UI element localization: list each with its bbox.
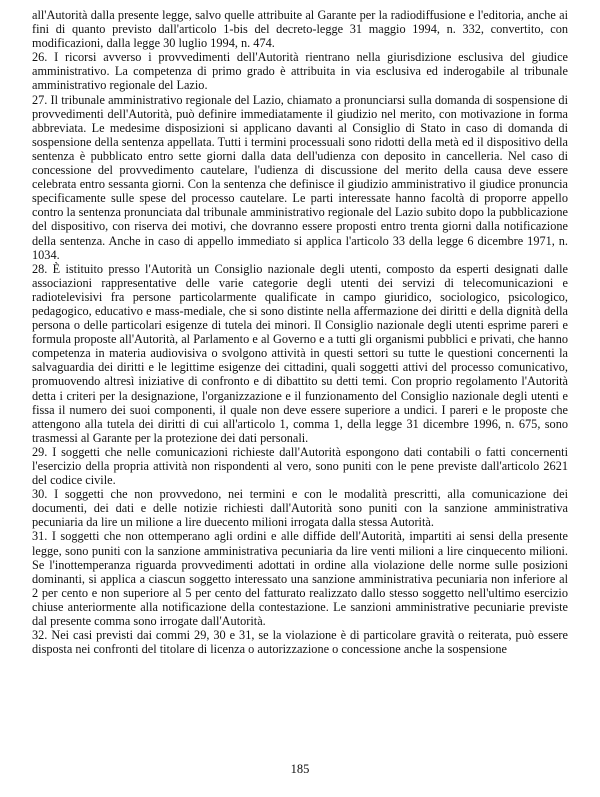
paragraph-27: 27. Il tribunale amministrativo regionale del Lazio, chiamato a pronunciarsi sulla domanda di sospensione di provvedimenti dell'Autorità, può definire immediatamente il giudizio nel merito, con motivazione in forma abbreviata. Le medesime disposizioni si applicano davanti al Consiglio di Stato in caso di domanda di sospensione della sentenza appellata. Tutti i termini processuali sono ridotti della metà ed il dispositivo della sentenza è pubblicato entro sette giorni dalla data dell'udienza con deposito in cancelleria. Nel caso di concessione del provvedimento cautelare, l'udienza di discussione del merito della causa deve essere celebrata entro sessanta giorni. Con la sentenza che definisce il giudizio amministrativo il giudice pronuncia specificamente sulle spese del processo cautelare. Le parti interessate hanno facoltà di proporre appello contro la sentenza pronunciata dal tribunale amministrativo regionale del Lazio subito dopo la pubblicazione del dispositivo, con riserva dei motivi, che dovranno essere proposti entro trenta giorni dalla notificazione della sentenza. Anche in caso di appello immediato si applica l'articolo 33 della legge 6 dicembre 1971, n. 1034. xyxy=(32,92,568,262)
paragraph-31: 31. I soggetti che non ottemperano agli ordini e alle diffide dell'Autorità, impartiti ai sensi della presente legge, sono puniti con la sanzione amministrativa pecuniaria da lire venti milioni a lire cinquecento milioni. Se l'inottemperanza riguarda provvedimenti adottati in ordine alla violazione delle norme sulle posizioni dominanti, si applica a ciascun soggetto interessato una sanzione amministrativa pecuniaria non inferiore al 2 per cento e non superiore al 5 per cento del fatturato realizzato dallo stesso soggetto nell'ultimo esercizio chiuse anteriormente alla notificazione della contestazione. Le sanzioni amministrative pecuniarie previste dal presente comma sono irrogate dall'Autorità. xyxy=(32,529,568,629)
page-number: 185 xyxy=(290,762,310,776)
paragraph-30: 30. I soggetti che non provvedono, nei termini e con le modalità prescritti, alla comunicazione dei documenti, dei dati e delle notizie richiesti dall'Autorità sono puniti con la sanzione amministrativa pecuniaria da lire un milione a lire duecento milioni irrogata dalla stessa Autorità. xyxy=(32,487,568,530)
paragraph-29: 29. I soggetti che nelle comunicazioni richieste dall'Autorità espongono dati contabili o fatti concernenti l'esercizio della propria attività non rispondenti al vero, sono puniti con le pene previste dall'articolo 2621 del codice civile. xyxy=(32,444,568,488)
body-text xyxy=(32,8,568,656)
paragraph-continuation: all'Autorità dalla presente legge, salvo quelle attribuite al Garante per la radiodiffusione e l'editoria, anche ai fini di quanto previsto dall'articolo 1-bis del decreto-legge 31 maggio 1994, n. 332, convertito, con modificazioni, dalla legge 30 luglio 1994, n. 474. xyxy=(32,8,568,51)
paragraph-28: 28. È istituito presso l'Autorità un Consiglio nazionale degli utenti, composto da esperti designati dalle associazioni rappresentative delle varie categorie degli utenti dei servizi di telecomunicazioni e radiotelevisivi fra persone particolarmente qualificate in campo giuridico, sociologico, psicologico, pedagogico, educativo e mass-mediale, che si sono distinte nella affermazione dei diritti e della dignità della persona o delle particolari esigenze di tutela dei minori. Il Consiglio nazionale degli utenti esprime pareri e formula proposte all'Autorità, al Parlamento e al Governo e a tutti gli organismi pubblici e privati, che hanno competenza in materia audiovisiva o svolgono attività in questi settori su tutte le questioni concernenti la salvaguardia dei diritti e le legittime esigenze dei cittadini, quali soggetti attivi del processo comunicativo, promuovendo altresì iniziative di confronto e di dibattito su detti temi. Con proprio regolamento l'Autorità detta i criteri per la designazione, l'organizzazione e il funzionamento del Consiglio nazionale degli utenti e fissa il numero dei suoi componenti, il quale non deve essere superiore a undici. I pareri e le proposte che attengono alla tutela dei diritti di cui all'articolo 1, comma 1, della legge 31 dicembre 1996, n. 675, sono trasmessi al Garante per la protezione dei dati personali. xyxy=(32,261,568,445)
paragraph-32: 32. Nei casi previsti dai commi 29, 30 e 31, se la violazione è di particolare gravità o reiterata, può essere disposta nei confronti del titolare di licenza o autorizzazione o concessione anche la sospensione xyxy=(32,628,568,657)
paragraph-26: 26. I ricorsi avverso i provvedimenti dell'Autorità rientrano nella giurisdizione esclusiva del giudice amministrativo. La competenza di primo grado è attribuita in via esclusiva ed inderogabile al tribunale amministrativo regionale del Lazio. xyxy=(32,50,568,93)
